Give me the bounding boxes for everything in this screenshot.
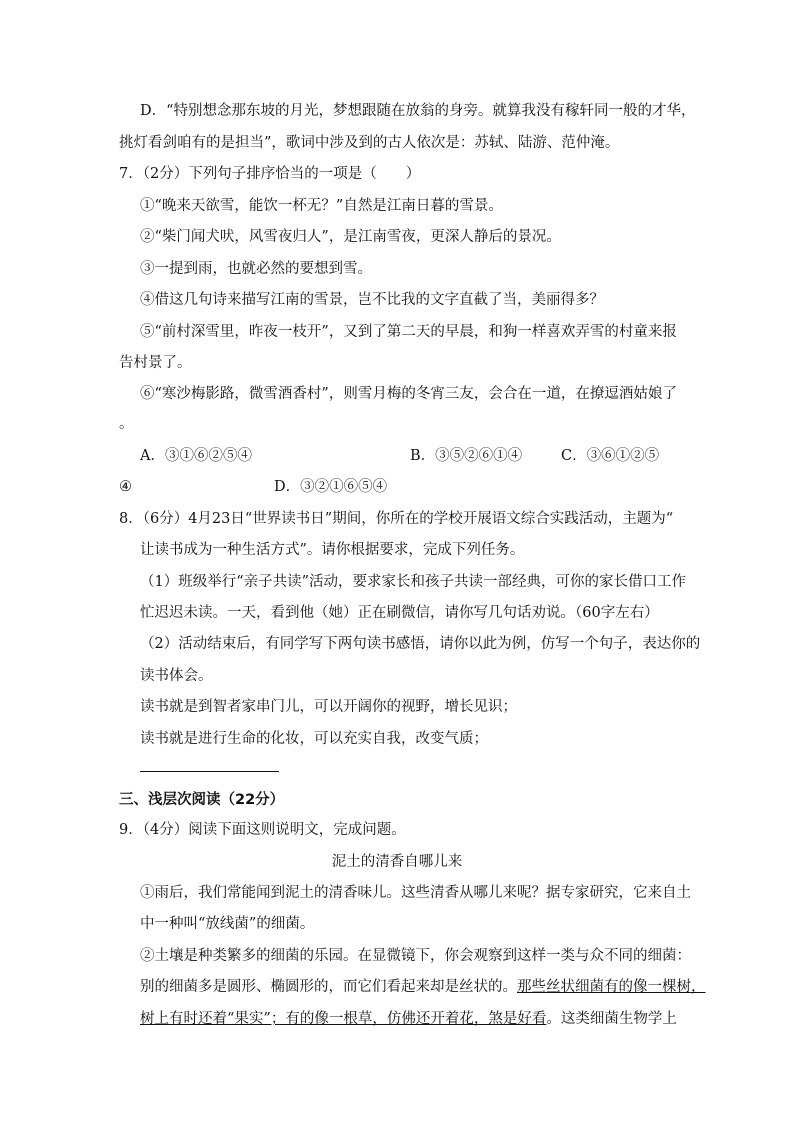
- q8-part2-line1: （2）活动结束后，有同学写下两句读书感悟，请你以此为例，仿写一个句子，表达你的: [140, 636, 701, 652]
- q9-para1-line2: 中一种叫“放线菌”的细菌。: [140, 916, 315, 932]
- q8-part2-line2: 读书体会。: [140, 668, 213, 684]
- q8-stem-line2: 让读书成为一种生活方式”。请你根据要求，完成下列任务。: [140, 542, 525, 558]
- q7-option-d: D．③②①⑥⑤④: [274, 479, 388, 495]
- q7-option-a: A．③①⑥②⑤④: [140, 448, 252, 464]
- q7-sentence-1: ①“晚来天欲雪，能饮一杯无？”自然是江南日暮的雪景。: [140, 198, 503, 214]
- q7-option-c-line2: ④: [119, 479, 132, 495]
- q9-article-title: 泥土的清香自哪儿来: [331, 854, 463, 870]
- q7-stem: 7．（2分）下列句子排序恰当的一项是（ ）: [119, 166, 421, 182]
- q8-answer-blank: [140, 771, 279, 772]
- q8-example-2: 读书就是进行生命的化妆，可以充实自我，改变气质；: [140, 731, 488, 747]
- q9-para2-line2-plain: 别的细菌多是圆形、椭圆形的，而它们看起来却是丝状的。: [140, 979, 517, 995]
- q7-sentence-4: ④借这几句诗来描写江南的雪景，岂不比我的文字直截了当，美丽得多？: [140, 292, 604, 308]
- q9-para2-line2: [140, 977, 706, 997]
- q8-part1-line2: 忙迟迟未读。一天，看到他（她）正在刷微信，请你写几句话劝说。（60字左右）: [140, 605, 659, 621]
- q7-sentence-3: ③一提到雨，也就必然的要想到雪。: [140, 261, 372, 277]
- q7-sentence-6-line2: 。: [119, 416, 134, 432]
- q7-option-c-line1: C．③⑥①②⑤: [561, 448, 660, 464]
- q9-para2-line1: ②土壤是种类繁多的细菌的乐园。在显微镜下，你会观察到这样一类与众不同的细菌：: [140, 948, 691, 964]
- q9-para1-line1: ①雨后，我们常能闻到泥土的清香味儿。这些清香从哪儿来呢？据专家研究，它来自土: [140, 885, 691, 901]
- q8-stem-line1: 8．（6分）4月23日“世界读书日”期间，你所在的学校开展语文综合实践活动，主题为“: [119, 511, 674, 527]
- q9-para2-line2-underlined: 那些丝状细菌有的像一棵树，: [517, 979, 706, 995]
- q7-option-b: B．③⑤②⑥①④: [410, 448, 523, 464]
- q7-sentence-6-line1: ⑥“寒沙梅影路，微雪酒香村”，则雪月梅的冬宵三友，会合在一道，在撩逗酒姑娘了: [140, 386, 677, 402]
- q9-para2-line3-plain: 。这类细菌生物学上: [546, 1011, 677, 1027]
- section-3-heading: 三、浅层次阅读（22分）: [119, 792, 285, 808]
- q6-option-d-line1: D．“特别想念那东坡的月光，梦想跟随在放翁的身旁。就算我没有稼轩同一般的才华，: [140, 103, 696, 119]
- q9-stem: 9．（4分）阅读下面这则说明文，完成问题。: [119, 822, 406, 838]
- q9-para2-line3: [140, 1009, 677, 1029]
- q6-option-d-line2: 挑灯看剑咱有的是担当”，歌词中涉及到的古人依次是：苏轼、陆游、范仲淹。: [119, 135, 620, 151]
- q7-sentence-5-line1: ⑤“前村深雪里，昨夜一枝开”，又到了第二天的早晨，和狗一样喜欢弄雪的村童来报: [140, 324, 677, 340]
- q7-sentence-5-line2: 告村景了。: [119, 355, 192, 371]
- q7-sentence-2: ②“柴门闻犬吠，风雪夜归人”，是江南雪夜，更深人静后的景况。: [140, 229, 561, 245]
- q8-part1-line1: （1）班级举行“亲子共读”活动，要求家长和孩子共读一部经典，可你的家长借口工作: [140, 574, 687, 590]
- q8-example-1: 读书就是到智者家串门儿，可以开阔你的视野，增长见识；: [140, 699, 517, 715]
- q9-para2-line3-underlined: 树上有时还着“果实”；有的像一根草，仿佛还开着花，煞是好看: [140, 1011, 547, 1027]
